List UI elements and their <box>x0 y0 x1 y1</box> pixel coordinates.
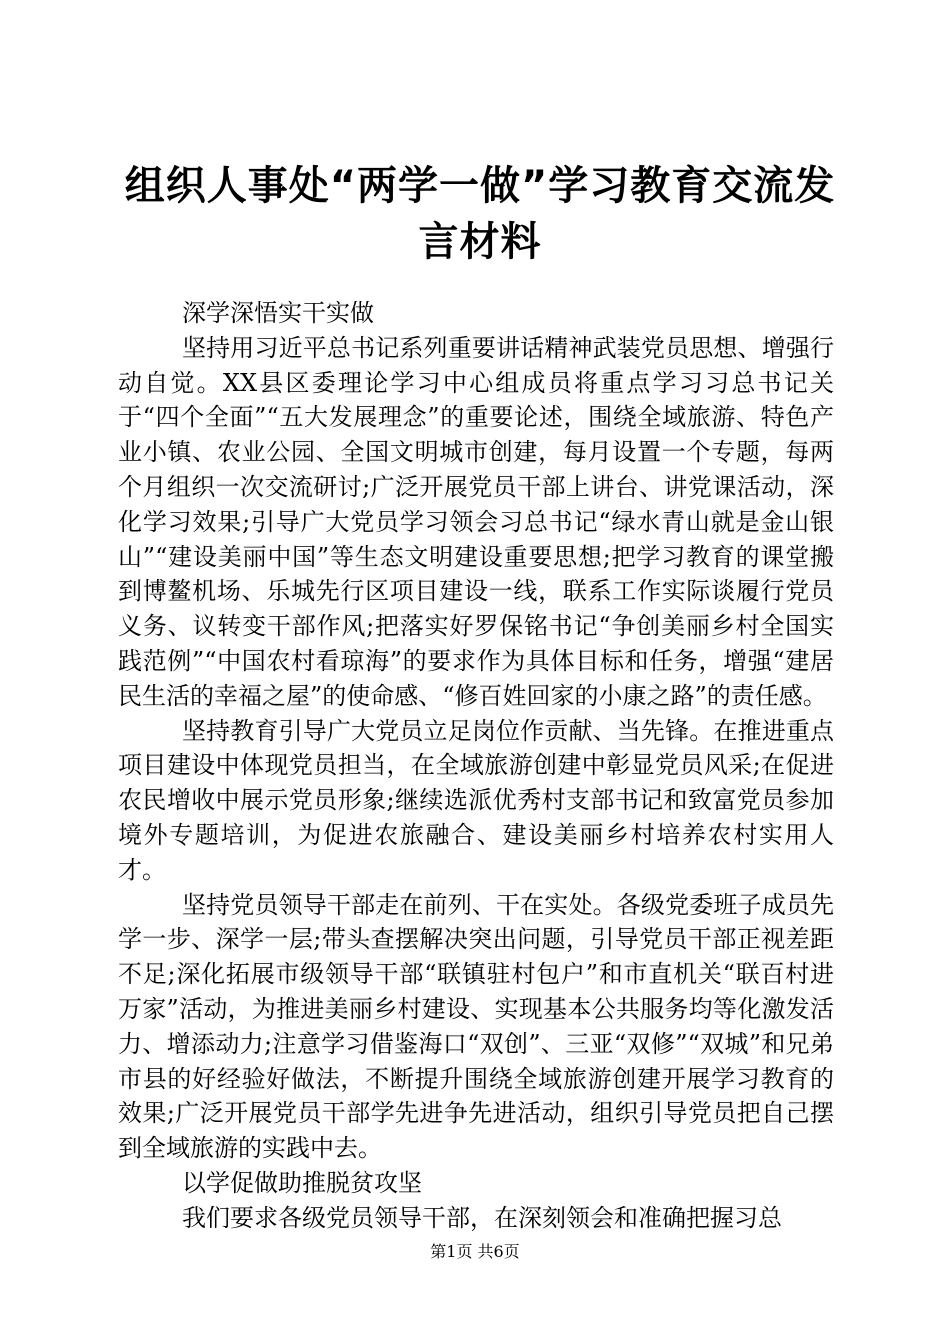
page-number-footer: 第1页 共6页 <box>430 1242 520 1261</box>
body-paragraph-4: 我们要求各级党员领导干部，在深刻领会和准确把握习总 <box>182 1203 782 1232</box>
body-paragraph-1: 坚持用习近平总书记系列重要讲话精神武装党员思想、增强行动自觉。XX县区委理论学习中心组成员将重点学习习总书记关于“四个全面”“五大发展理念”的重要论述，围绕全域旅游、特色产业小镇、农业公园、全国文明城市创建，每月设置一个专题，每两个月组织一次交流研讨;广泛开展党员干部上讲台、讲党课活动，深化学习效果;引导广大党员学习领会习总书记“绿水青山就是金山银山”“建设美丽中国”等生态文明建设重要思想;把学习教育的课堂搬到博鳌机场、乐城先行区项目建设一线，联系工作实际谈履行党员义务、议转变干部作风;把落实好罗保铭书记“争创美丽乡村全国实践范例”“中国农村看琼海”的要求作为具体目标和任务，增强“建居民生活的幸福之屋”的使命感、“修百姓回家的小康之路”的责任感。 <box>118 333 834 710</box>
section-heading-2: 以学促做助推脱贫攻坚 <box>182 1168 422 1197</box>
document-title: 组织人事处“两学一做”学习教育交流发言材料 <box>124 163 836 265</box>
body-paragraph-2: 坚持教育引导广大党员立足岗位作贡献、当先锋。在推进重点项目建设中体现党员担当，在全域旅游创建中彰显党员风采;在促进农民增收中展示党员形象;继续选派优秀村支部书记和致富党员参加境外专题培训，为促进农旅融合、建设美丽乡村培养农村实用人才。 <box>118 716 834 884</box>
section-heading-1: 深学深悟实干实做 <box>182 299 374 327</box>
body-paragraph-3: 坚持党员领导干部走在前列、干在实处。各级党委班子成员先学一步、深学一层;带头查摆解决突出问题，引导党员干部正视差距不足;深化拓展市级领导干部“联镇驻村包户”和市直机关“联百村进万家”活动，为推进美丽乡村建设、实现基本公共服务均等化激发活力、增添动力;注意学习借鉴海口“双创”、三亚“双修”“双城”和兄弟市县的好经验好做法，不断提升围绕全域旅游创建开展学习教育的效果;广泛开展党员干部学先进争先进活动，组织引导党员把自己摆到全域旅游的实践中去。 <box>118 890 834 1163</box>
document-body <box>118 296 834 1236</box>
